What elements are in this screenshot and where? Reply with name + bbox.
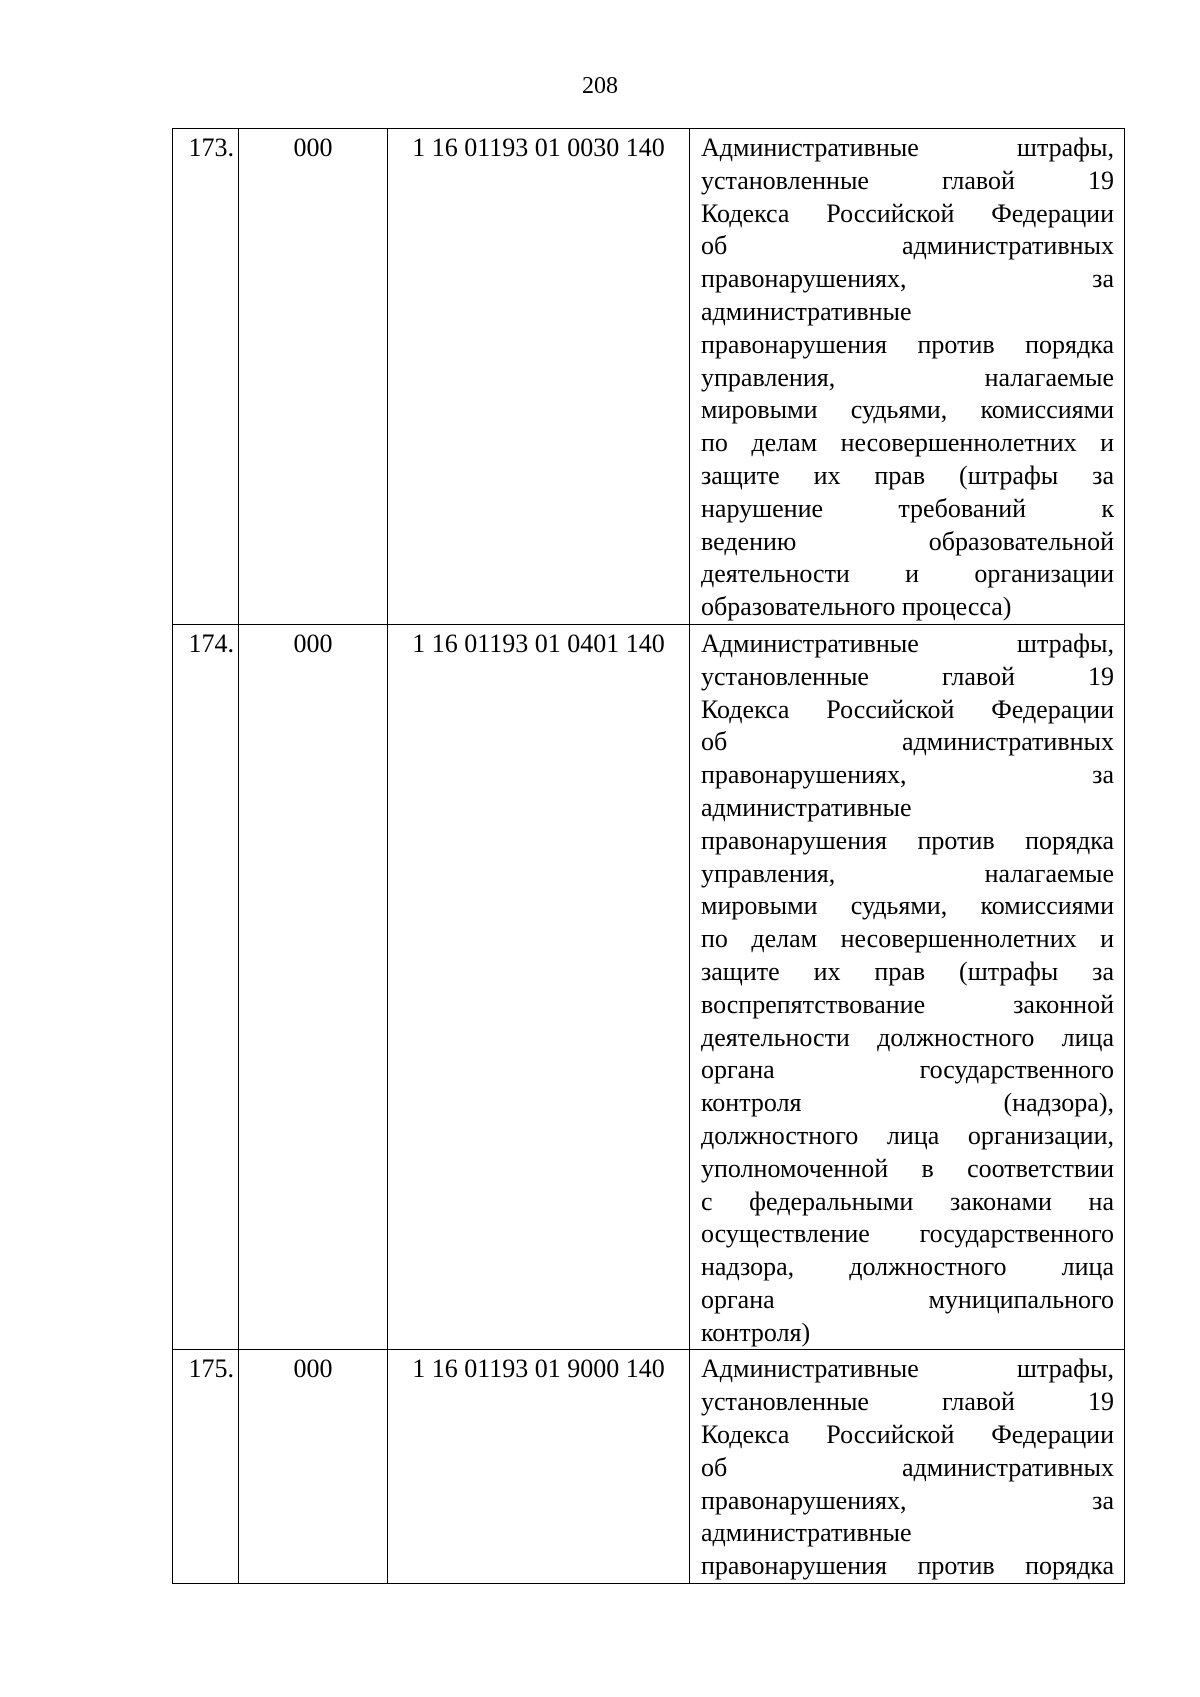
description-line: установленные главой 19 xyxy=(701,661,1114,691)
description-line: Кодекса Российской Федерации xyxy=(701,694,1114,724)
description-line: установленные главой 19 xyxy=(701,165,1114,195)
description-line: органа государственного xyxy=(701,1055,1114,1085)
description-line: контроля (надзора), xyxy=(701,1088,1114,1118)
description-line: об административных xyxy=(701,727,1114,757)
row-number-cell: 175. xyxy=(173,1350,239,1584)
description-line: контроля) xyxy=(701,1317,811,1347)
description-line: Административные штрафы, xyxy=(701,1354,1114,1384)
budget-classification-code-cell: 1 16 01193 01 0401 140 xyxy=(388,624,690,1350)
table-row xyxy=(173,624,1125,1350)
budget-codes-table xyxy=(172,128,1125,1584)
description-line: правонарушения против порядка xyxy=(701,329,1114,359)
description-line: правонарушениях, за xyxy=(701,1485,1114,1515)
description-line: Кодекса Российской Федерации xyxy=(701,1420,1114,1450)
description-line: по делам несовершеннолетних и xyxy=(701,924,1114,954)
description-line: Кодекса Российской Федерации xyxy=(701,198,1114,228)
description-line: воспрепятствование законной xyxy=(701,989,1114,1019)
description-line: правонарушениях, за xyxy=(701,264,1114,294)
description-line: осуществление государственного xyxy=(701,1219,1114,1249)
description-line: управления, налагаемые xyxy=(701,858,1114,888)
administrator-code-cell: 000 xyxy=(239,129,388,625)
page-number: 208 xyxy=(582,73,618,99)
description-line: правонарушения против порядка xyxy=(701,825,1114,855)
description-line: с федеральными законами на xyxy=(701,1186,1114,1216)
description-line: ведению образовательной xyxy=(701,526,1114,556)
revenue-description-cell xyxy=(690,1350,1125,1584)
administrator-code-cell: 000 xyxy=(239,624,388,1350)
description-line: образовательного процесса) xyxy=(701,592,1012,622)
description-line: административные xyxy=(701,1518,912,1548)
description-line: об административных xyxy=(701,1452,1114,1482)
description-line: защите их прав (штрафы за xyxy=(701,460,1114,490)
description-line: установленные главой 19 xyxy=(701,1387,1114,1417)
row-number-cell: 174. xyxy=(173,624,239,1350)
description-line: по делам несовершеннолетних и xyxy=(701,428,1114,458)
description-line: защите их прав (штрафы за xyxy=(701,956,1114,986)
revenue-description-cell xyxy=(690,129,1125,625)
table-row xyxy=(173,1350,1125,1584)
description-line: административные xyxy=(701,296,912,326)
budget-classification-code-cell: 1 16 01193 01 9000 140 xyxy=(388,1350,690,1584)
description-line: управления, налагаемые xyxy=(701,362,1114,392)
budget-classification-code-cell: 1 16 01193 01 0030 140 xyxy=(388,129,690,625)
description-line: деятельности должностного лица xyxy=(701,1022,1114,1052)
description-line: Административные штрафы, xyxy=(701,628,1114,658)
description-line: надзора, должностного лица xyxy=(701,1252,1114,1282)
description-line: деятельности и организации xyxy=(701,559,1114,589)
revenue-description-cell xyxy=(690,624,1125,1350)
description-line: об административных xyxy=(701,231,1114,261)
description-line: правонарушениях, за xyxy=(701,760,1114,790)
description-line: Административные штрафы, xyxy=(701,133,1114,162)
row-number-cell: 173. xyxy=(173,129,239,625)
description-line: мировыми судьями, комиссиями xyxy=(701,891,1114,921)
description-line: должностного лица организации, xyxy=(701,1120,1114,1150)
description-line: правонарушения против порядка xyxy=(701,1551,1114,1581)
table-row xyxy=(173,129,1125,625)
description-line: органа муниципального xyxy=(701,1284,1114,1314)
administrator-code-cell: 000 xyxy=(239,1350,388,1584)
description-line: уполномоченной в соответствии xyxy=(701,1153,1114,1183)
description-line: мировыми судьями, комиссиями xyxy=(701,395,1114,425)
description-line: административные xyxy=(701,792,912,822)
description-line: нарушение требований к xyxy=(701,493,1114,523)
